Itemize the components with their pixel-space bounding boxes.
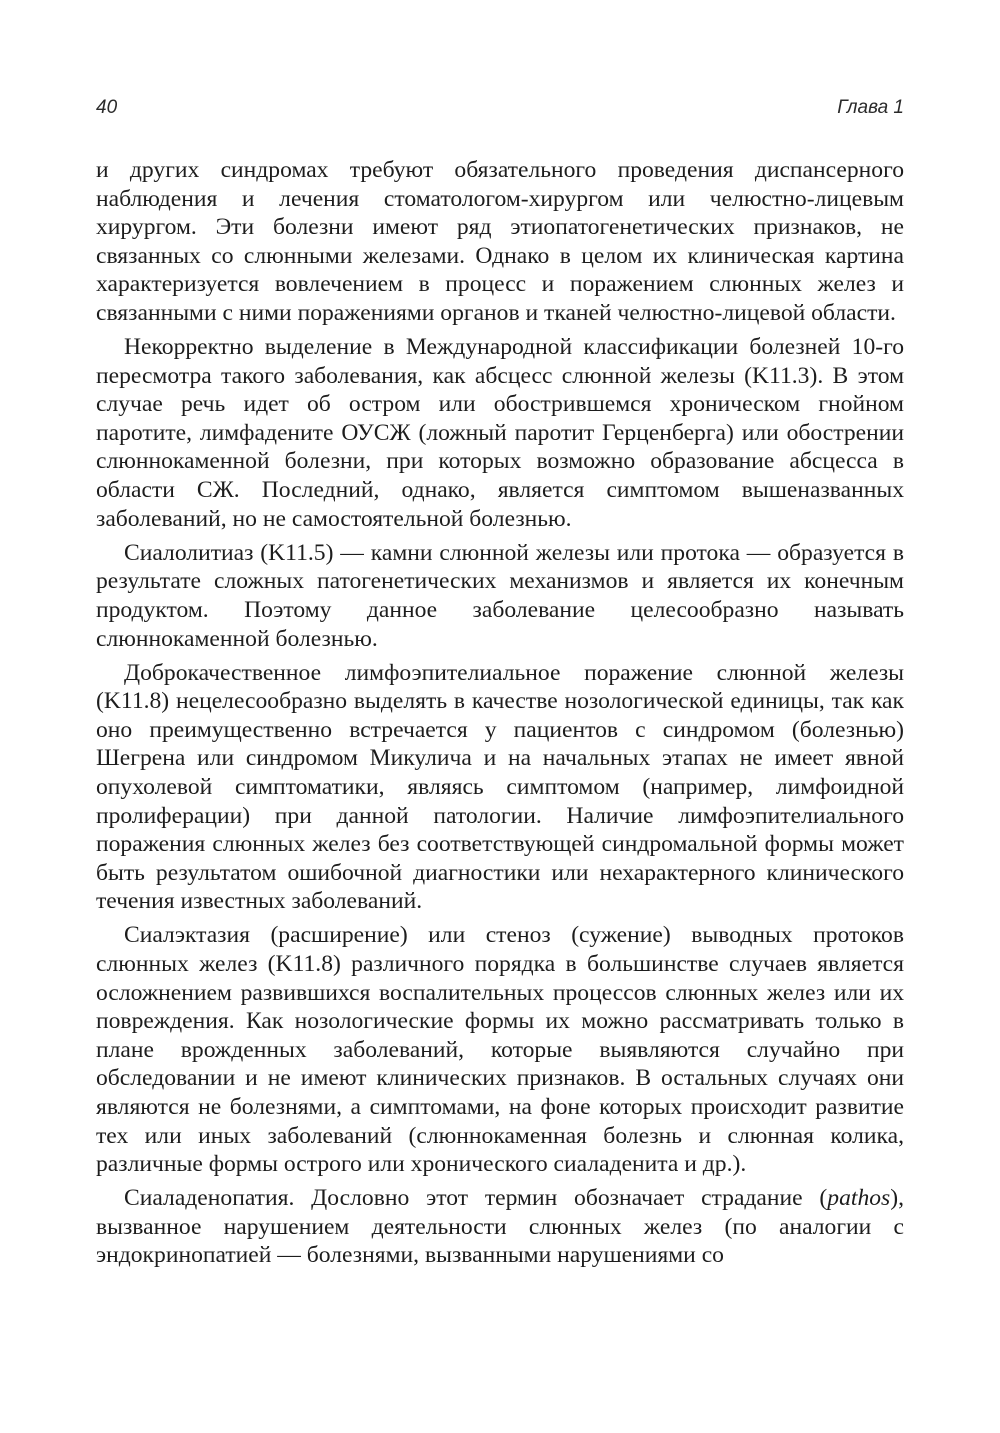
paragraph-sialectasia: Сиалэктазия (расширение) или стеноз (сужение) выводных протоков слюнных желез (K11.8) различного порядка в большинстве случаев является осложнением развившихся воспалительных процессов слюнных желез или их повреждения. Как нозологические формы их можно рассматривать только в плане врожденных заболеваний, которые выявляются случайно при обследовании и не имеют клинических признаков. В остальных случаях они являются не болезнями, а симптомами, на фоне которых происходит развитие тех или иных заболеваний (слюннокаменная болезнь и слюнная колика, различные формы острого или хронического сиаладенита и др.).: [96, 922, 904, 1178]
paragraph-sialadenopathy: [96, 1184, 904, 1270]
paragraph-abscess: Некорректно выделение в Международной классификации болезней 10-го пересмотра такого заболевания, как абсцесс слюнной железы (K11.3). В этом случае речь идет об остром или обострившемся хроническом гнойном паротите, лимфадените ОУСЖ (ложный паротит Герценберга) или обострении слюннокаменной болезни, при которых возможно образование абсцесса в области СЖ. Последний, однако, является симптомом вышеназванных заболеваний, но не самостоятельной болезнью.: [96, 334, 904, 532]
page-number: 40: [96, 97, 118, 118]
chapter-title: Глава 1: [837, 97, 904, 118]
paragraph-lymphoepithelial: Доброкачественное лимфоэпителиальное поражение слюнной железы (K11.8) нецелесообразно выделять в качестве нозологической единицы, так как оно преимущественно встречается у пациентов с синдромом (болезнью) Шегрена или синдромом Микулича и на начальных этапах не имеет явной опухолевой симптоматики, являясь симптомом (например, лимфоидной пролиферации) при данной патологии. Наличие лимфоэпителиального поражения слюнных желез без соответствующей синдромальной формы может быть результатом ошибочной диагностики или нехарактерного клинического течения известных заболеваний.: [96, 659, 904, 915]
paragraph-sialolithiasis: Сиалолитиаз (K11.5) — камни слюнной железы или протока — образуется в результате сложных патогенетических механизмов и является их конечным продуктом. Поэтому данное заболевание целесообразно называть слюннокаменной болезнью.: [96, 539, 904, 652]
body-text: [96, 156, 904, 1270]
paragraph-continuation: и других синдромах требуют обязательного проведения диспансерного наблюдения и лечения стоматологом-хирургом или челюстно-лицевым хирургом. Эти болезни имеют ряд этиопатогенетических признаков, не связанных со слюнными железами. Однако в целом их клиническая картина характеризуется вовлечением в процесс и поражением слюнных желез и связанными с ними поражениями органов и тканей челюстно-лицевой области.: [96, 157, 904, 326]
sialadenopathy-italic-term: pathos: [827, 1185, 891, 1212]
sialadenopathy-text-start: Сиаладенопатия. Дословно этот термин обозначает страдание (: [124, 1185, 828, 1212]
running-head: [96, 97, 904, 127]
sialadenopathy-text-end: ), вызванное нарушением деятельности слюнных желез (по аналогии с эндокринопатией — болезнями, вызванными нарушениями со: [96, 1185, 904, 1269]
